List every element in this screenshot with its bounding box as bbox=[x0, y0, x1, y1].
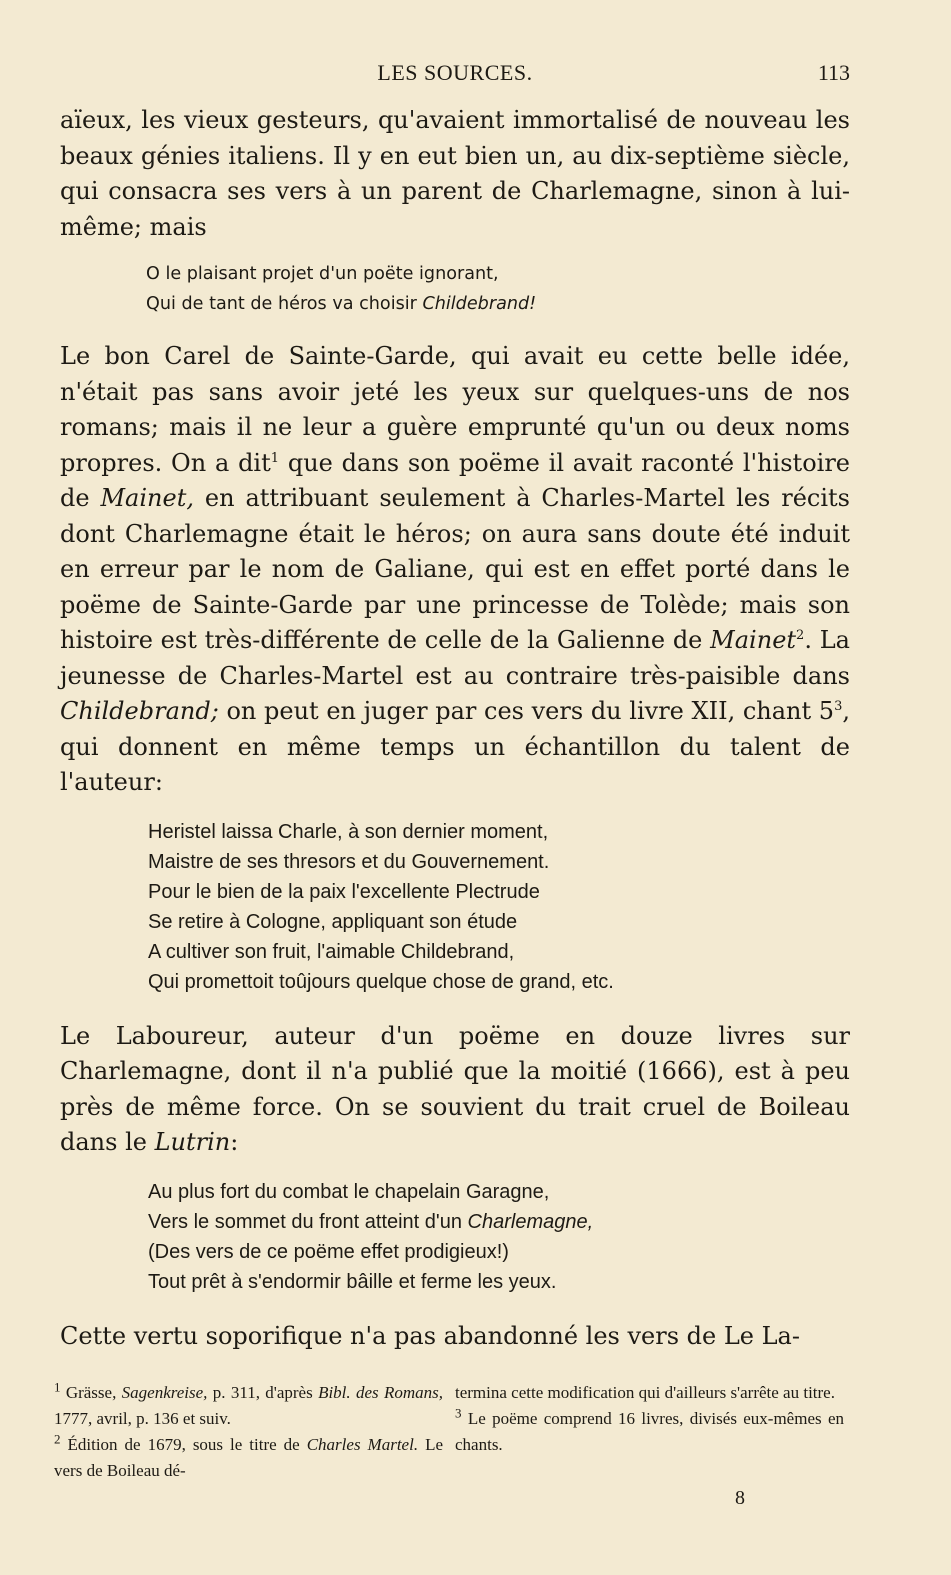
footnote-mark: 2 bbox=[54, 1431, 61, 1447]
verse-line: Au plus fort du combat le chapelain Garagne, bbox=[148, 1180, 550, 1203]
paragraph-3 bbox=[60, 1019, 850, 1161]
text-run: en attribuant seulement à Charles-Martel les récits dont Charlemagne était le héros; on aura sans doute été induit en erreur par le nom de Galiane, qui est en effet porté dans le poëme de Sainte-Garde par une princesse de Tolède; mais son histoire est très-différente de celle de la Galienne de bbox=[60, 484, 850, 654]
footnote-mark: 1 bbox=[54, 1379, 61, 1395]
verse-text: Vers le sommet du front atteint d'un bbox=[148, 1210, 468, 1233]
verse-line: (Des vers de ce poëme effet prodigieux!) bbox=[148, 1240, 509, 1263]
text-run: on peut en juger par ces vers du livre XII, chant 5 bbox=[218, 697, 835, 725]
footnote-text: 1777, avril, p. 136 et suiv. bbox=[54, 1409, 231, 1428]
footnote-text: Grässe, bbox=[60, 1383, 122, 1402]
paragraph-1: aïeux, les vieux gesteurs, qu'avaient immortalisé de nouveau les beaux génies italiens. Il y en eut bien un, au dix-septième siècle, qui consacra ses vers à un parent de Charlemagne, sinon à lui-même; mais bbox=[60, 106, 850, 241]
footnote-column-right bbox=[455, 1380, 844, 1484]
text-run: que dans son poëme il avait raconté l'histoire de bbox=[60, 448, 850, 512]
footnote-text: Le vers de Boileau dé- bbox=[54, 1435, 443, 1480]
title-mainet: Mainet bbox=[710, 626, 797, 654]
paragraph-4: Cette vertu soporifique n'a pas abandonné les vers de Le La- bbox=[60, 1321, 800, 1350]
page-number: 113 bbox=[817, 60, 850, 85]
verse-line: Qui promettoit toûjours quelque chose de grand, etc. bbox=[148, 970, 614, 993]
footnote-1 bbox=[54, 1380, 443, 1432]
verse-text: Qui de tant de héros va choisir bbox=[146, 294, 423, 314]
text-run: , qui donnent en même temps un échantillon du talent de l'auteur: bbox=[60, 697, 850, 796]
verse-line: O le plaisant projet d'un poëte ignorant, bbox=[146, 264, 499, 284]
footnote-2-continued: termina cette modification qui d'ailleurs s'arrête au titre. bbox=[455, 1383, 835, 1402]
footnote-text: p. 311, d'après bbox=[207, 1383, 319, 1402]
verse-line: Se retire à Cologne, appliquant son étude bbox=[148, 910, 518, 933]
footnote-italic: Charles Martel. bbox=[306, 1435, 419, 1454]
verse-quote-3 bbox=[148, 1177, 850, 1297]
verse-line: Tout prêt à s'endormir bâille et ferme les yeux. bbox=[148, 1270, 557, 1293]
text-run: : bbox=[230, 1128, 239, 1156]
text-run: Le bon Carel de Sainte-Garde, qui avait eu cette belle idée, n'était pas sans avoir jeté les yeux sur quelques-uns de nos romans; mais il ne leur a guère emprunté qu'un ou deux noms propres. On a dit bbox=[60, 342, 850, 477]
signature-mark: 8 bbox=[735, 1487, 745, 1509]
footnote-italic: Bibl. des Romans, bbox=[318, 1383, 443, 1402]
text-run: Le Laboureur, auteur d'un poëme en douze livres sur Charlemagne, dont il n'a publié que la moitié (1666), est à peu près de même force. On se souvient du trait cruel de Boileau dans le bbox=[60, 1021, 850, 1156]
verse-line: A cultiver son fruit, l'aimable Childebrand, bbox=[148, 940, 515, 963]
footnote-2 bbox=[54, 1432, 443, 1484]
running-title: LES SOURCES. bbox=[377, 60, 533, 85]
title-lutrin: Lutrin bbox=[154, 1128, 231, 1156]
page-body bbox=[60, 103, 850, 1354]
footnote-text: Le poëme comprend 16 livres, divisés eux-mêmes en chants. bbox=[455, 1409, 844, 1454]
verse-quote-1 bbox=[146, 259, 850, 319]
footnote-3 bbox=[455, 1406, 844, 1458]
verse-line: Pour le bien de la paix l'excellente Plectrude bbox=[148, 880, 540, 903]
title-mainet: Mainet, bbox=[100, 484, 194, 512]
verse-italic: Childebrand! bbox=[422, 294, 537, 314]
paragraph-2 bbox=[60, 339, 850, 801]
footnote-ref-1: 1 bbox=[270, 450, 280, 466]
text-run: . La jeunesse de Charles-Martel est au contraire très-paisible dans bbox=[60, 626, 850, 690]
footnote-mark: 3 bbox=[455, 1405, 462, 1421]
verse-italic: Charlemagne, bbox=[467, 1210, 594, 1233]
verse-line bbox=[146, 289, 850, 319]
footnote-italic: Sagenkreise, bbox=[121, 1383, 208, 1402]
title-childebrand: Childebrand; bbox=[60, 697, 219, 725]
verse-line: Maistre de ses thresors et du Gouvernement. bbox=[148, 850, 550, 873]
footnote-column-left bbox=[54, 1380, 443, 1484]
verse-line bbox=[148, 1207, 850, 1237]
running-header bbox=[60, 60, 850, 90]
verse-line: Heristel laissa Charle, à son dernier moment, bbox=[148, 820, 549, 843]
footnote-ref-3: 3 bbox=[834, 699, 843, 714]
footnotes bbox=[54, 1380, 844, 1484]
footnote-text: Édition de 1679, sous le titre de bbox=[60, 1435, 307, 1454]
verse-quote-2 bbox=[148, 817, 850, 997]
footnote-ref-2: 2 bbox=[796, 628, 805, 643]
